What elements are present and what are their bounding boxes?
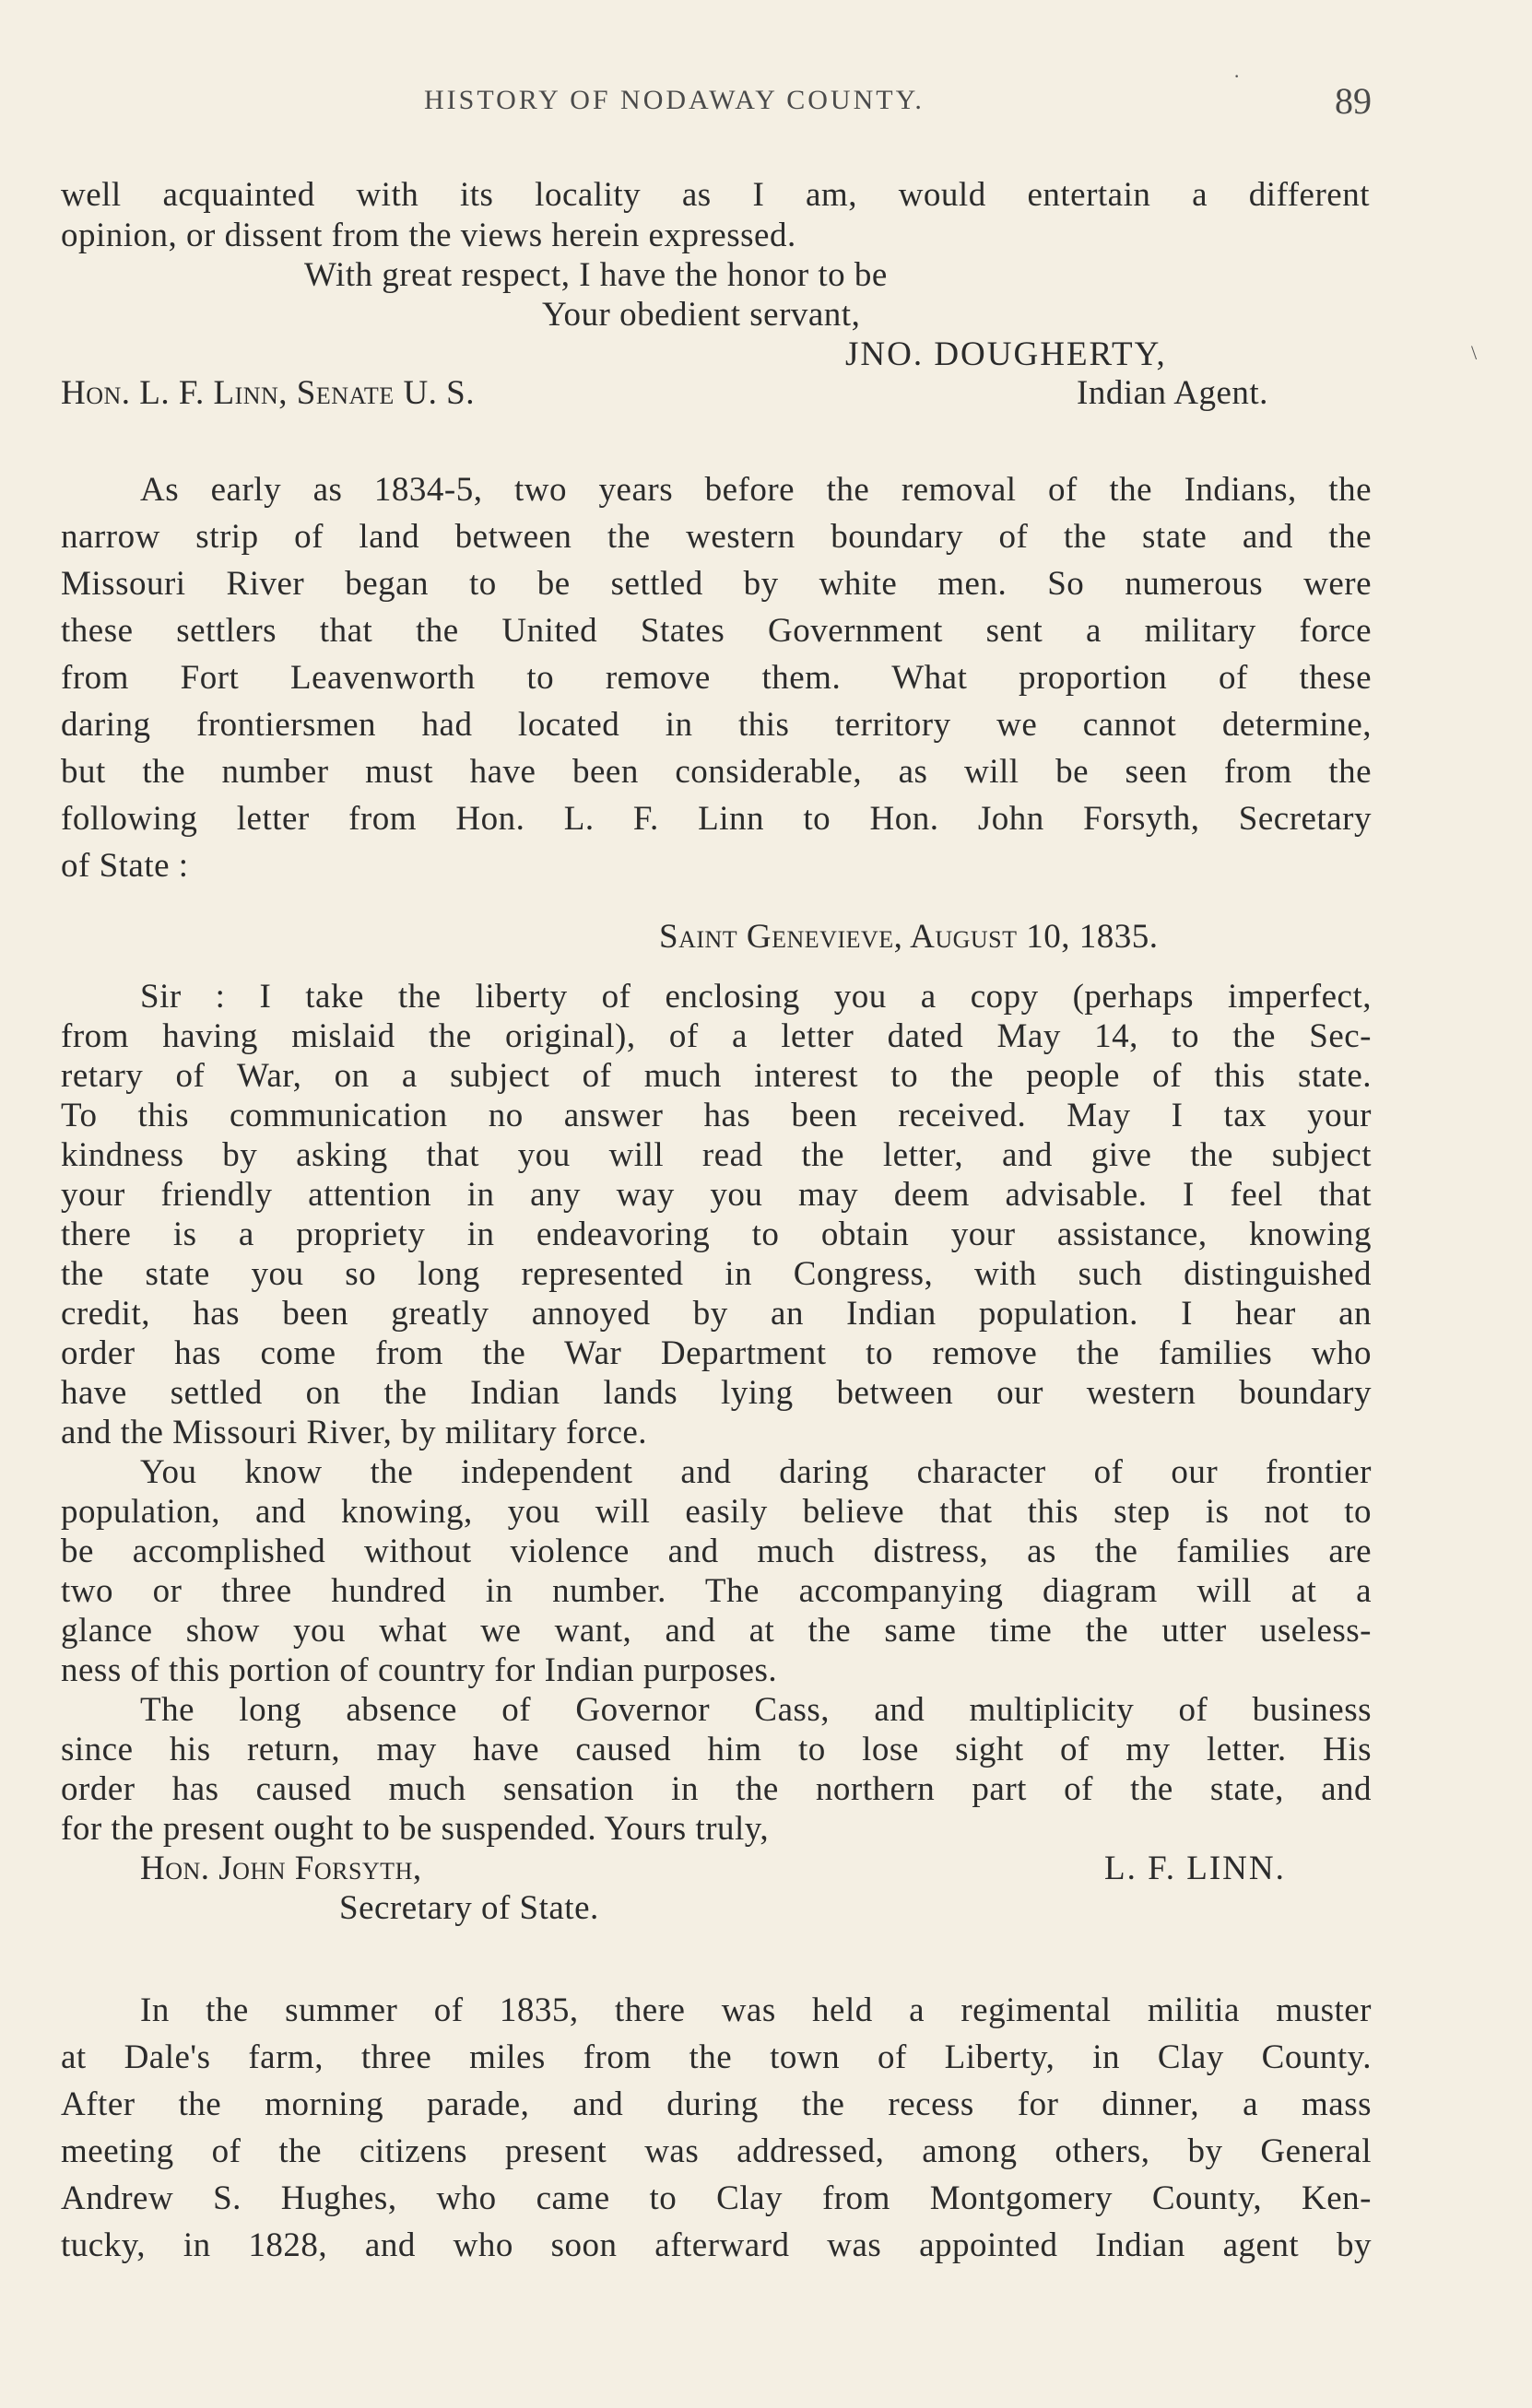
letter-line: glance show you what we want, and at the same time the utter useless- xyxy=(61,1612,1372,1650)
paragraph-line: Missouri River began to be settled by white men. So numerous were xyxy=(61,565,1372,603)
letter-line: there is a propriety in endeavoring to obtain your assistance, knowing xyxy=(61,1216,1372,1253)
signature: JNO. DOUGHERTY, xyxy=(845,335,1167,373)
closing-line: With great respect, I have the honor to be xyxy=(304,256,888,294)
paragraph-line: narrow strip of land between the western boundary of the state and the xyxy=(61,518,1372,556)
letter-line: ness of this portion of country for Indian purposes. xyxy=(61,1651,778,1689)
letter-line: kindness by asking that you will read the letter, and give the subject xyxy=(61,1136,1372,1174)
text-line: opinion, or dissent from the views herein expressed. xyxy=(61,217,796,254)
text-line: well acquainted with its locality as I am, would entertain a different xyxy=(61,176,1370,214)
paragraph-line: daring frontiersmen had located in this territory we cannot determine, xyxy=(61,706,1372,744)
letter-line: To this communication no answer has been received. May I tax your xyxy=(61,1097,1372,1134)
letter-line: your friendly attention in any way you may deem advisable. I feel that xyxy=(61,1176,1372,1214)
letter-line: the state you so long represented in Congress, with such distinguished xyxy=(61,1255,1372,1293)
letter-line: from having mislaid the original), of a letter dated May 14, to the Sec- xyxy=(61,1017,1372,1055)
stray-mark: \ xyxy=(1471,341,1478,364)
letter-line: credit, has been greatly annoyed by an Indian population. I hear an xyxy=(61,1295,1372,1333)
paragraph-line: at Dale's farm, three miles from the town of Liberty, in Clay County. xyxy=(61,2038,1372,2076)
letter-line: retary of War, on a subject of much interest to the people of this state. xyxy=(61,1057,1372,1095)
paragraph-line: but the number must have been considerable, as will be seen from the xyxy=(61,753,1372,791)
letter-line: since his return, may have caused him to lose sight of my letter. His xyxy=(61,1731,1372,1768)
letter-line: You know the independent and daring character of our frontier xyxy=(140,1453,1372,1491)
closing-line: Your obedient servant, xyxy=(542,296,861,334)
signer-title: Indian Agent. xyxy=(1077,374,1268,412)
paragraph-line: following letter from Hon. L. F. Linn to Hon. John Forsyth, Secretary xyxy=(61,800,1372,838)
paragraph-line: Andrew S. Hughes, who came to Clay from Montgomery County, Ken- xyxy=(61,2179,1372,2217)
letter-line: be accomplished without violence and much distress, as the families are xyxy=(61,1533,1372,1570)
paragraph-line: from Fort Leavenworth to remove them. What proportion of these xyxy=(61,659,1372,697)
letter-line: two or three hundred in number. The accompanying diagram will at a xyxy=(61,1572,1372,1610)
letter-dateline: Saint Genevieve, August 10, 1835. xyxy=(659,918,1159,956)
page-number: 89 xyxy=(1335,80,1372,122)
letter-line: Sir : I take the liberty of enclosing you a copy (perhaps imperfect, xyxy=(140,978,1372,1016)
paragraph-line: In the summer of 1835, there was held a regimental militia muster xyxy=(140,1991,1372,2029)
paragraph-line: As early as 1834-5, two years before the removal of the Indians, the xyxy=(140,471,1372,509)
paragraph-line: After the morning parade, and during the recess for dinner, a mass xyxy=(61,2085,1372,2123)
letter-signature: L. F. LINN. xyxy=(1104,1850,1286,1887)
letter-line: for the present ought to be suspended. Yours truly, xyxy=(61,1810,770,1848)
paragraph-line: meeting of the citizens present was addressed, among others, by General xyxy=(61,2132,1372,2170)
paragraph-line: of State : xyxy=(61,847,189,885)
addressee: Hon. L. F. Linn, Senate U. S. xyxy=(61,374,475,412)
letter-line: The long absence of Governor Cass, and multiplicity of business xyxy=(140,1691,1372,1729)
letter-line: have settled on the Indian lands lying between our western boundary xyxy=(61,1374,1372,1412)
letter-line: population, and knowing, you will easily believe that this step is not to xyxy=(61,1493,1372,1531)
paragraph-line: tucky, in 1828, and who soon afterward was appointed Indian agent by xyxy=(61,2226,1372,2264)
paragraph-line: these settlers that the United States Government sent a military force xyxy=(61,612,1372,650)
stray-mark: · xyxy=(1233,65,1241,88)
letter-line: and the Missouri River, by military force. xyxy=(61,1414,648,1451)
running-header: HISTORY OF NODAWAY COUNTY. xyxy=(424,85,925,115)
letter-addressee-title: Secretary of State. xyxy=(339,1889,599,1927)
letter-addressee: Hon. John Forsyth, xyxy=(140,1850,422,1887)
letter-line: order has come from the War Department to remove the families who xyxy=(61,1334,1372,1372)
letter-line: order has caused much sensation in the northern part of the state, and xyxy=(61,1770,1372,1808)
